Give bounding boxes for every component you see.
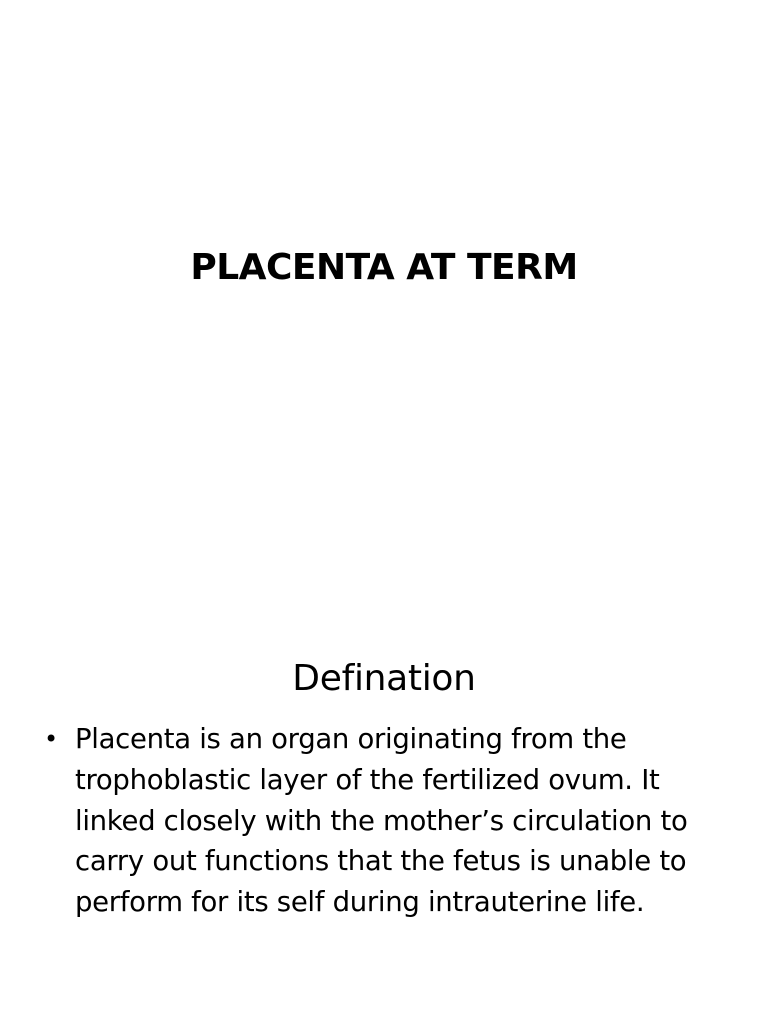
slide-title: PLACENTA AT TERM: [190, 247, 578, 289]
definition-slide: [0, 512, 768, 1024]
definition-heading: Defination: [292, 657, 476, 699]
bullet-list: [44, 719, 734, 923]
bullet-text: Placenta is an organ originating from the trophoblastic layer of the fertilized ovum. It linked closely with the mother’s circulation to carry out functions that the fetus is unable to perform for its self during intrauterine life.: [75, 723, 688, 919]
bullet-item: [44, 719, 734, 923]
bullet-dot-icon: •: [44, 725, 58, 753]
